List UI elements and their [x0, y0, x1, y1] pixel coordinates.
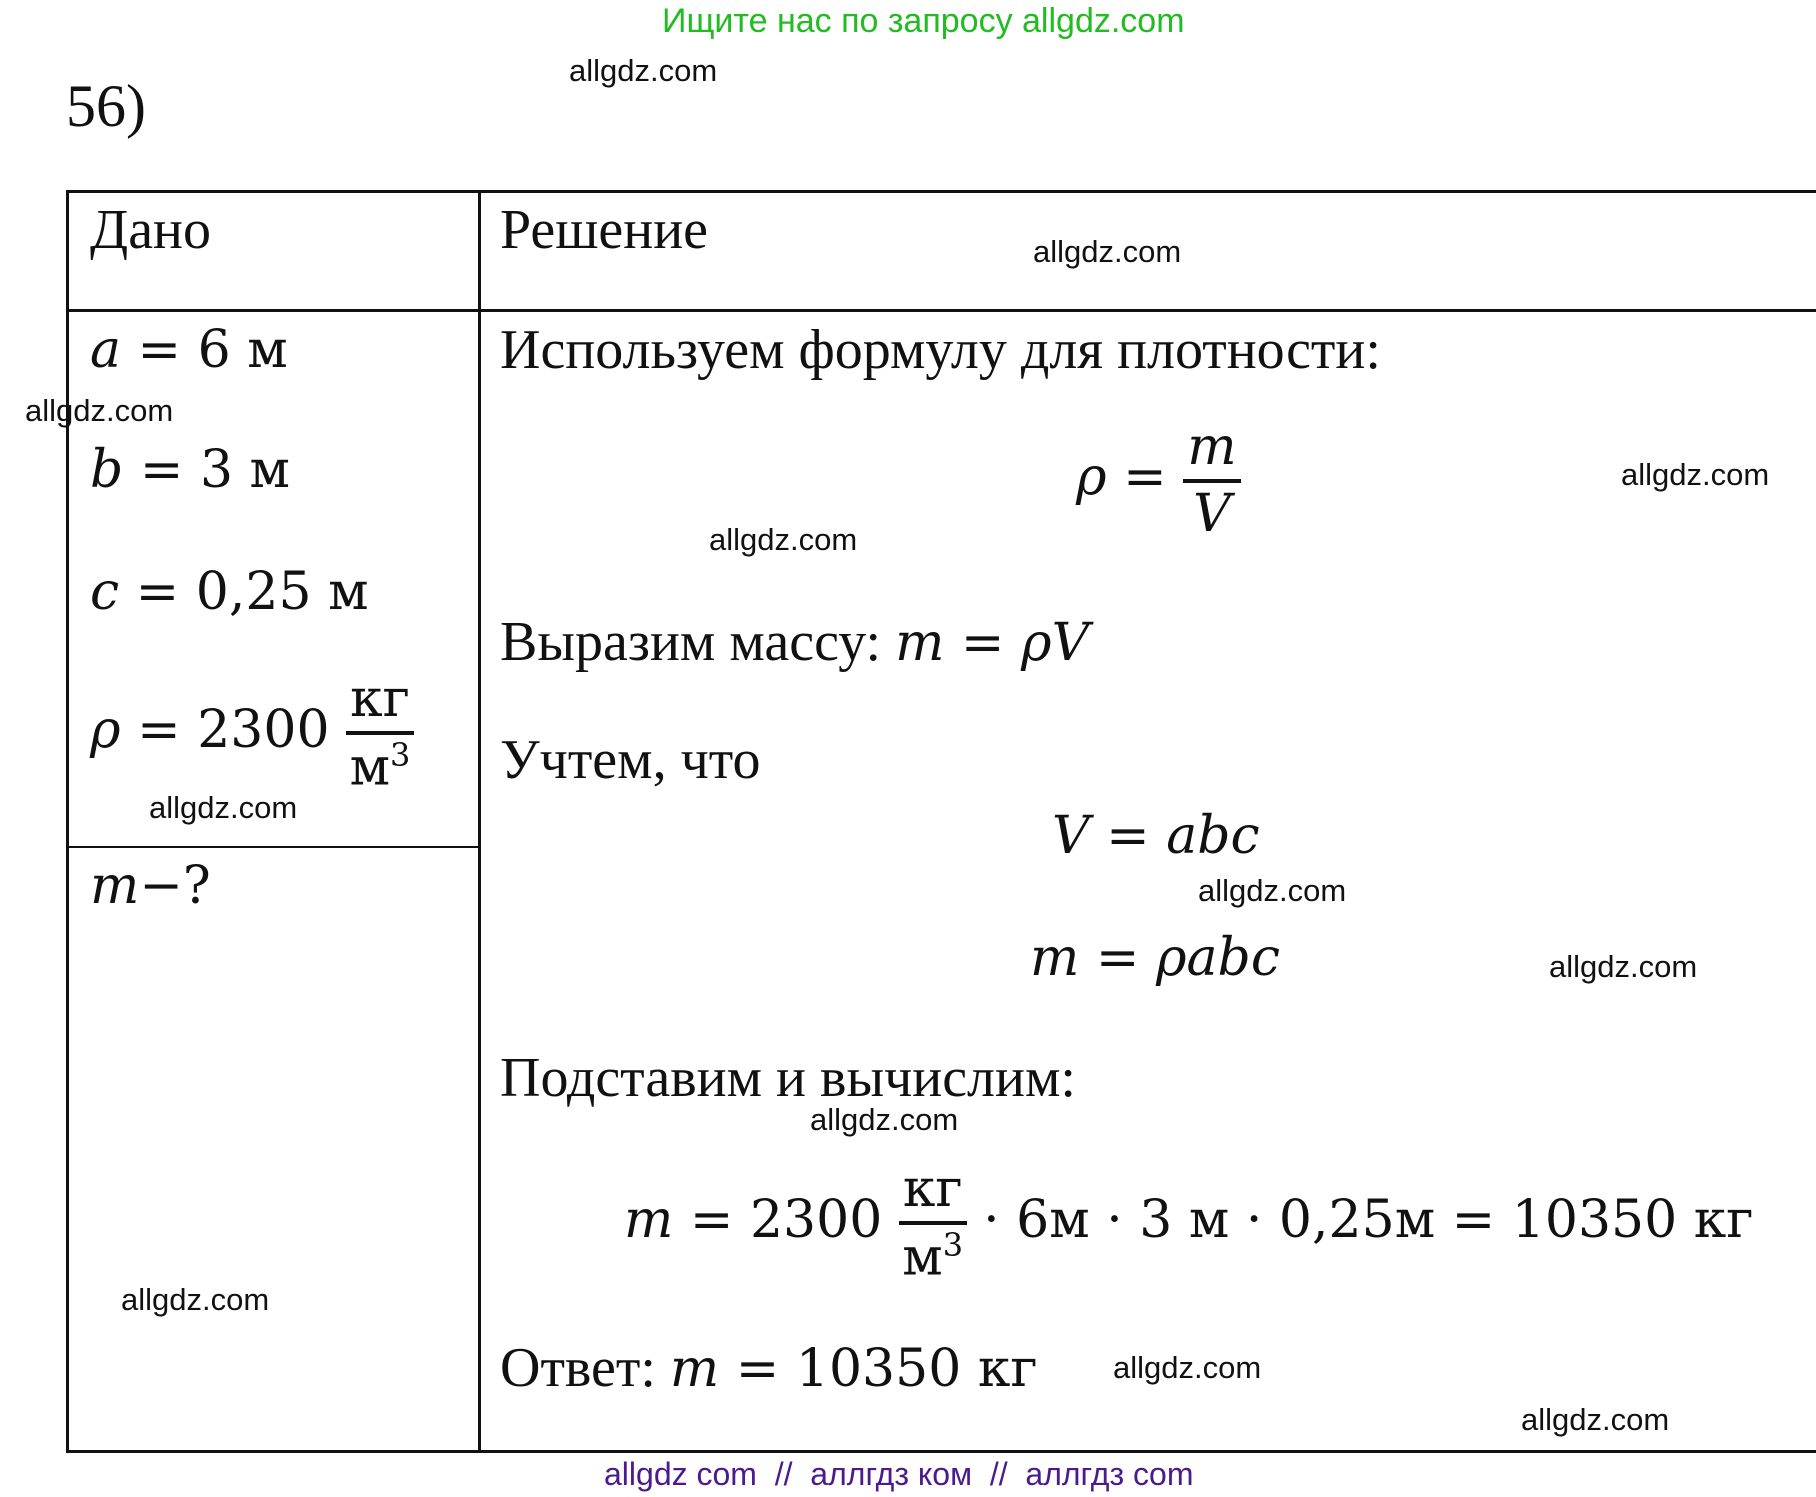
- solution-line-2: Выразим массу: m = ρV: [500, 611, 1090, 673]
- promo-text: Ищите нас по запросу allgdz.com: [662, 2, 1185, 40]
- given-b: b = 3 м: [90, 440, 290, 500]
- watermark: allgdz.com: [1033, 234, 1182, 269]
- density-fraction: $\frac{m}{V}$: [1183, 420, 1240, 541]
- answer-line: Ответ: m = 10350 кг: [500, 1337, 1038, 1399]
- watermark: allgdz.com: [25, 393, 174, 428]
- header-given: Дано: [90, 199, 212, 261]
- table-left-border: [66, 190, 69, 1453]
- watermark: allgdz.com: [709, 522, 858, 557]
- formula-volume: V = abc: [1052, 806, 1260, 866]
- table-bottom-border: [66, 1450, 1816, 1453]
- watermark: allgdz.com: [1521, 1402, 1670, 1437]
- problem-number: 56): [66, 73, 146, 139]
- table-column-divider: [478, 190, 481, 1453]
- footer-text: allgdz com // аллгдз ком // аллгдз com: [604, 1456, 1194, 1492]
- given-a: a = 6 м: [90, 320, 288, 380]
- calculation: m = 2300 $\frac{кг}{м^3}$ · 6м · 3 м · 0,25м = 10350 кг: [624, 1159, 1754, 1287]
- given-find-divider: [66, 846, 480, 848]
- watermark: allgdz.com: [1113, 1350, 1262, 1385]
- formula-mass: m = ρabc: [1030, 928, 1280, 988]
- watermark: allgdz.com: [1621, 457, 1770, 492]
- watermark: allgdz.com: [149, 790, 298, 825]
- watermark: allgdz.com: [810, 1102, 959, 1137]
- watermark: allgdz.com: [569, 53, 718, 88]
- given-rho: ρ = 2300 $\frac{кг}{м^3}$: [90, 672, 414, 795]
- rho-unit-fraction: $\frac{кг}{м^3}$: [346, 672, 414, 795]
- calc-unit-fraction: $\frac{кг}{м^3}$: [899, 1162, 967, 1285]
- given-c: c = 0,25 м: [90, 562, 369, 622]
- find-m: m−?: [90, 856, 211, 916]
- solution-line-3: Учтем, что: [500, 729, 761, 791]
- table-header-divider: [66, 309, 1816, 312]
- watermark: allgdz.com: [1198, 873, 1347, 908]
- formula-density: ρ = $\frac{m}{V}$: [1076, 420, 1241, 541]
- header-solution: Решение: [500, 199, 709, 261]
- watermark: allgdz.com: [121, 1282, 270, 1317]
- solution-line-4: Подставим и вычислим:: [500, 1047, 1076, 1109]
- solution-line-1: Используем формулу для плотности:: [500, 319, 1381, 381]
- table-top-border: [66, 190, 1816, 193]
- watermark: allgdz.com: [1549, 949, 1698, 984]
